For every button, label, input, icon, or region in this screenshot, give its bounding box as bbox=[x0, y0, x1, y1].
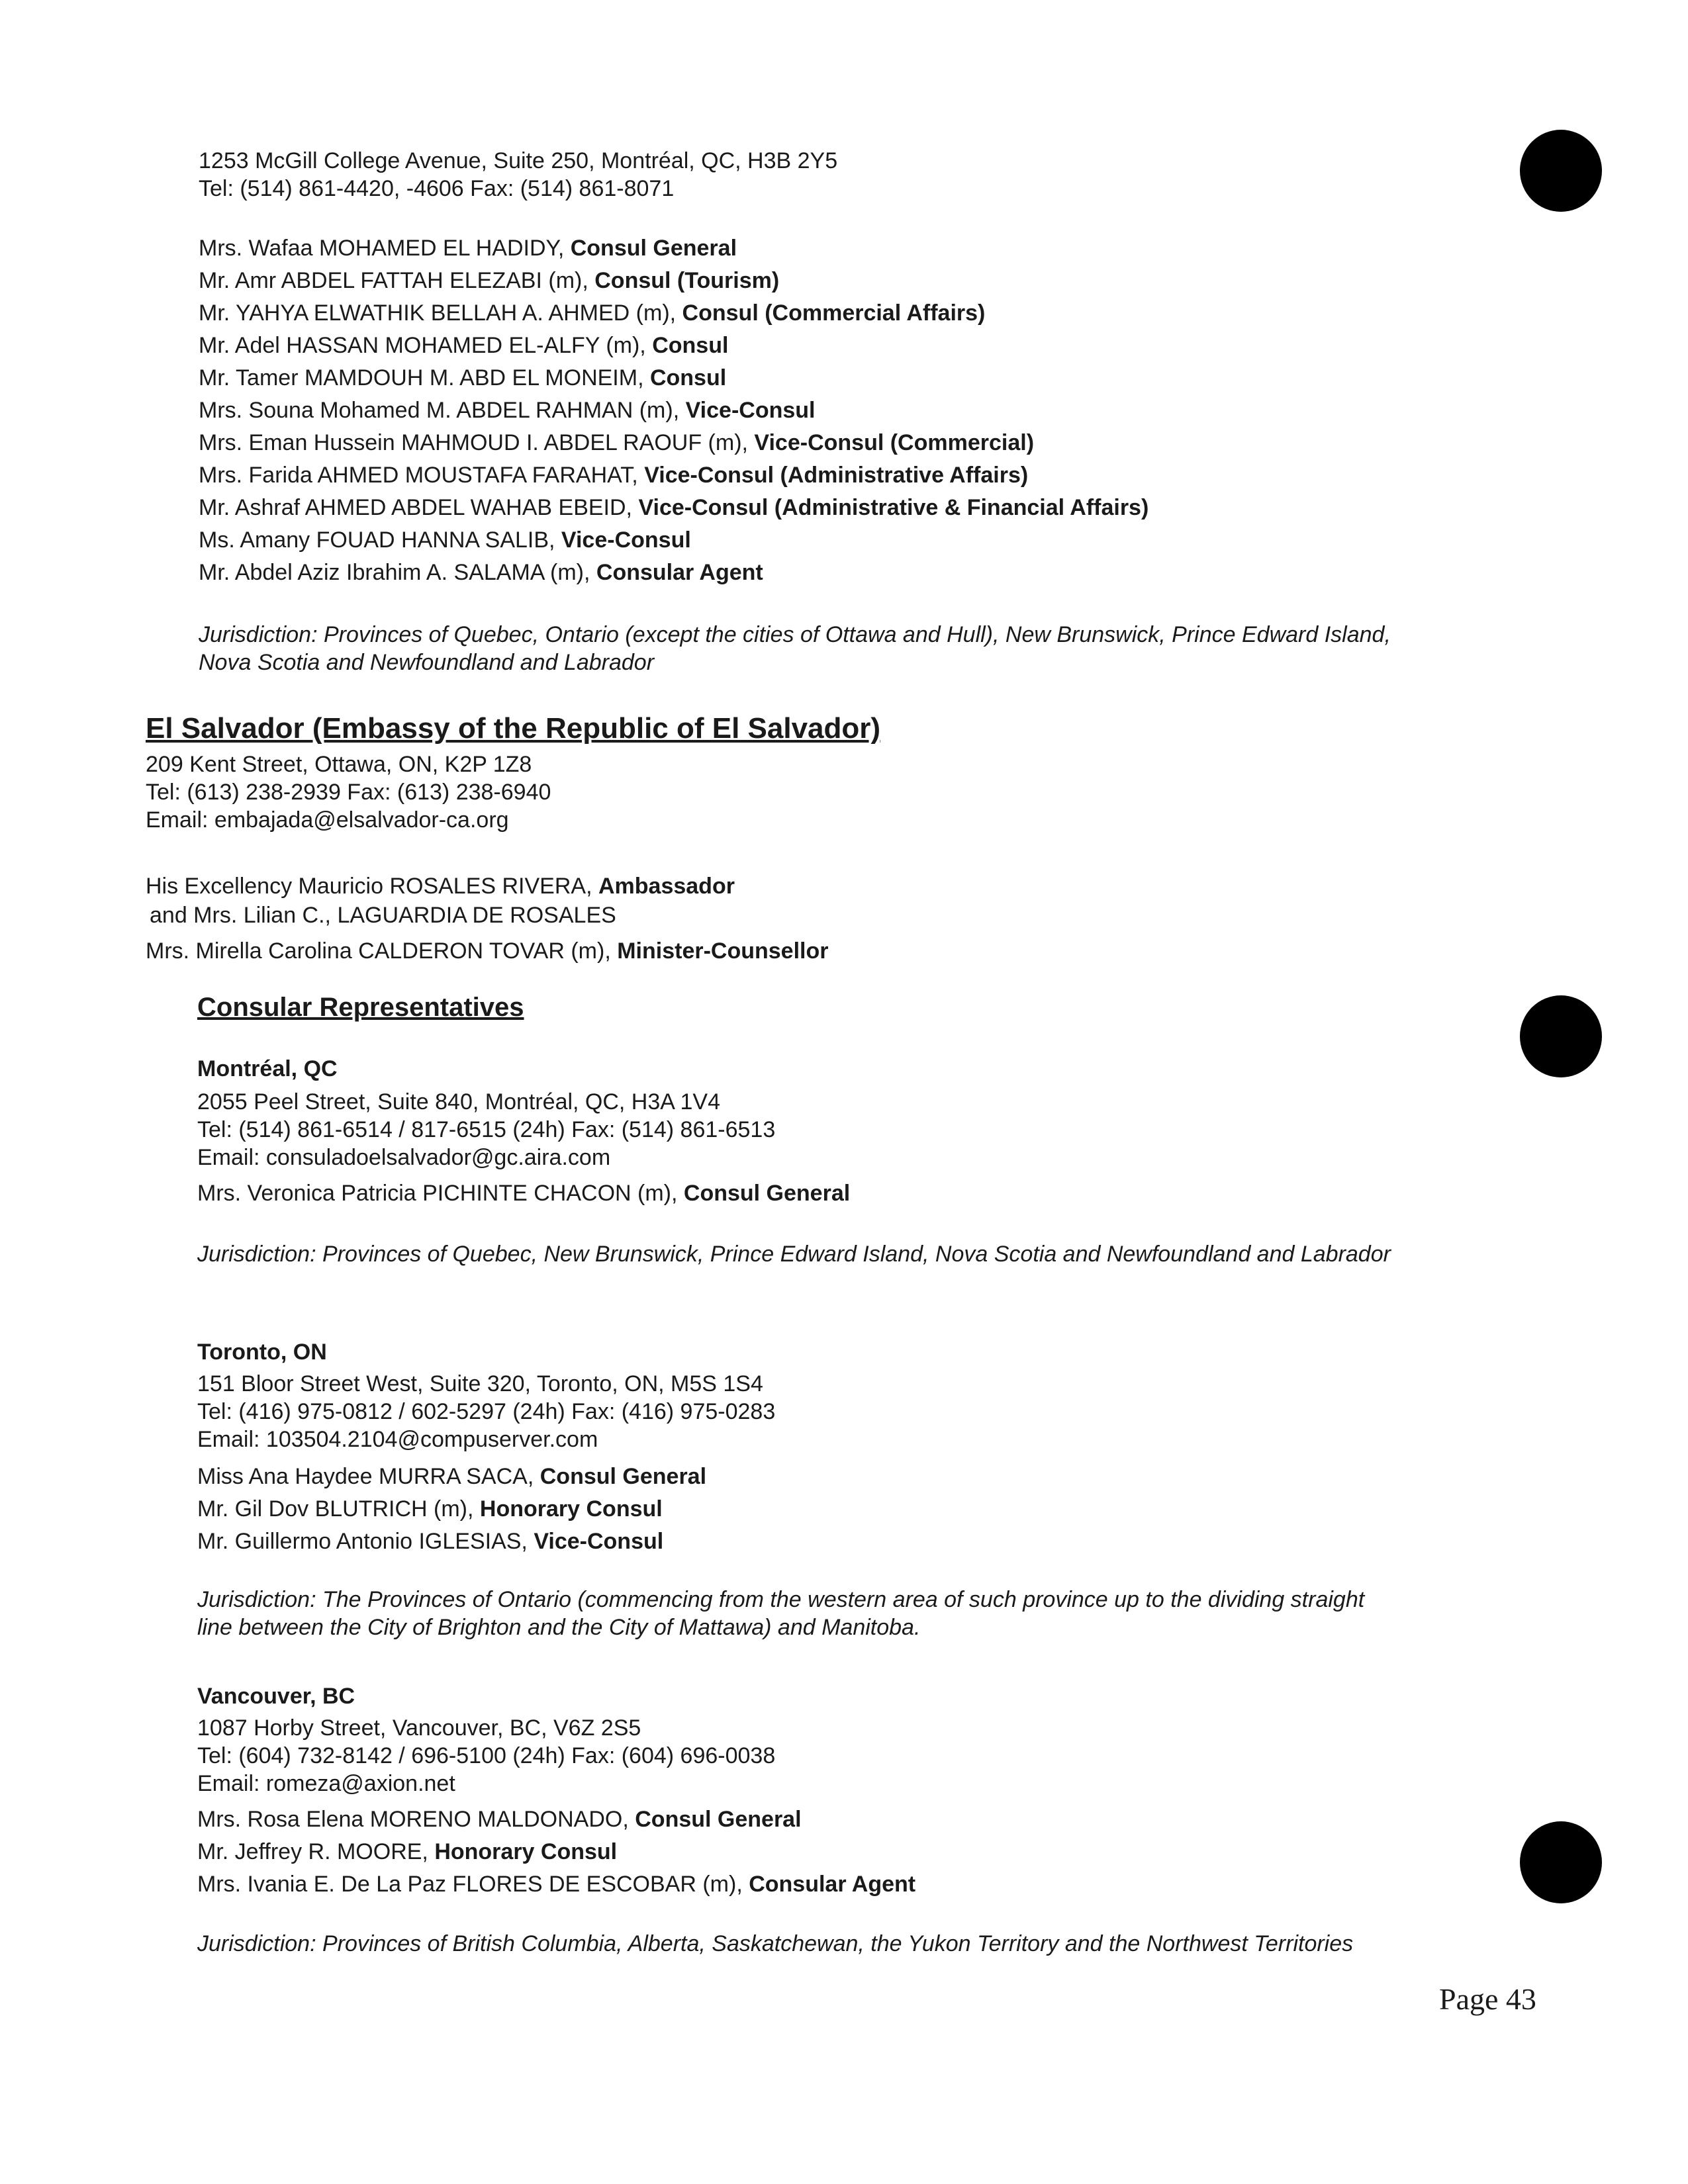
jurisdiction: Jurisdiction: The Provinces of Ontario (commencing from the western area of such province up to the dividing straight bbox=[197, 1587, 1365, 1612]
address: 1253 McGill College Avenue, Suite 250, Montréal, QC, H3B 2Y5 bbox=[199, 148, 838, 173]
city-heading: Vancouver, BC bbox=[197, 1684, 355, 1709]
staff-entry: Miss Ana Haydee MURRA SACA, Consul General bbox=[197, 1464, 707, 1489]
staff-title: Vice-Consul bbox=[561, 527, 691, 553]
staff-entry: Mr. Tamer MAMDOUH M. ABD EL MONEIM, Consul bbox=[199, 365, 727, 390]
embassy-tel-fax: Tel: (613) 238-2939 Fax: (613) 238-6940 bbox=[146, 780, 551, 805]
staff-entry: Mrs. Veronica Patricia PICHINTE CHACON (m), Consul General bbox=[197, 1181, 851, 1206]
staff-title: Consul bbox=[652, 333, 729, 358]
address: 151 Bloor Street West, Suite 320, Toronto, ON, M5S 1S4 bbox=[197, 1371, 763, 1396]
staff-entry: Mr. Abdel Aziz Ibrahim A. SALAMA (m), Consular Agent bbox=[199, 560, 763, 585]
staff-entry: Mr. Adel HASSAN MOHAMED EL-ALFY (m), Consul bbox=[199, 333, 729, 358]
staff-title: Minister-Counsellor bbox=[617, 938, 829, 964]
embassy-heading: El Salvador (Embassy of the Republic of El Salvador) bbox=[146, 712, 881, 745]
embassy-address: 209 Kent Street, Ottawa, ON, K2P 1Z8 bbox=[146, 752, 532, 777]
staff-title: Consular Agent bbox=[749, 1872, 916, 1897]
staff-entry: Mr. Ashraf AHMED ABDEL WAHAB EBEID, Vice-Consul (Administrative & Financial Affairs) bbox=[199, 495, 1149, 520]
staff-title: Vice-Consul (Administrative Affairs) bbox=[644, 463, 1029, 488]
ambassador-spouse: and Mrs. Lilian C., LAGUARDIA DE ROSALES bbox=[150, 903, 616, 928]
staff-entry: Mr. Jeffrey R. MOORE, Honorary Consul bbox=[197, 1839, 618, 1864]
tel-fax: Tel: (604) 732-8142 / 696-5100 (24h) Fax: (604) 696-0038 bbox=[197, 1743, 776, 1768]
staff-entry: Mr. Amr ABDEL FATTAH ELEZABI (m), Consul (Tourism) bbox=[199, 268, 780, 293]
city-heading: Toronto, ON bbox=[197, 1340, 327, 1365]
staff-title: Vice-Consul (Administrative & Financial Affairs) bbox=[638, 495, 1149, 520]
address: 1087 Horby Street, Vancouver, BC, V6Z 2S5 bbox=[197, 1715, 641, 1741]
tel-fax: Tel: (416) 975-0812 / 602-5297 (24h) Fax: (416) 975-0283 bbox=[197, 1399, 776, 1424]
email: Email: consuladoelsalvador@gc.aira.com bbox=[197, 1145, 611, 1170]
punch-hole-bottom bbox=[1520, 1821, 1602, 1903]
tel-fax: Tel: (514) 861-4420, -4606 Fax: (514) 861-8071 bbox=[199, 176, 675, 201]
jurisdiction: Jurisdiction: Provinces of Quebec, Ontario (except the cities of Ottawa and Hull), New Brunswick, Prince Edward Island, bbox=[199, 622, 1391, 647]
embassy-email: Email: embajada@elsalvador-ca.org bbox=[146, 807, 509, 833]
staff-title: Consular Agent bbox=[596, 560, 763, 585]
punch-hole-middle bbox=[1520, 995, 1602, 1077]
staff-title: Ambassador bbox=[598, 874, 735, 899]
staff-entry: Mrs. Ivania E. De La Paz FLORES DE ESCOBAR (m), Consular Agent bbox=[197, 1872, 916, 1897]
staff-entry: Mr. Gil Dov BLUTRICH (m), Honorary Consul bbox=[197, 1496, 663, 1522]
staff-title: Vice-Consul (Commercial) bbox=[754, 430, 1035, 455]
staff-title: Vice-Consul bbox=[534, 1529, 664, 1554]
ambassador-entry: His Excellency Mauricio ROSALES RIVERA, Ambassador bbox=[146, 874, 735, 899]
staff-entry: Mr. Guillermo Antonio IGLESIAS, Vice-Consul bbox=[197, 1529, 664, 1554]
jurisdiction: Jurisdiction: Provinces of British Columbia, Alberta, Saskatchewan, the Yukon Territory and the Northwest Territories bbox=[197, 1931, 1354, 1956]
staff-title: Consul (Commercial Affairs) bbox=[682, 300, 986, 326]
staff-entry: Mrs. Rosa Elena MORENO MALDONADO, Consul General bbox=[197, 1807, 802, 1832]
tel-fax: Tel: (514) 861-6514 / 817-6515 (24h) Fax: (514) 861-6513 bbox=[197, 1117, 776, 1142]
staff-title: Consul bbox=[649, 365, 727, 390]
staff-entry: Ms. Amany FOUAD HANNA SALIB, Vice-Consul bbox=[199, 527, 691, 553]
staff-entry: Mr. YAHYA ELWATHIK BELLAH A. AHMED (m), Consul (Commercial Affairs) bbox=[199, 300, 986, 326]
staff-title: Vice-Consul bbox=[685, 398, 816, 423]
email: Email: romeza@axion.net bbox=[197, 1771, 455, 1796]
city-heading: Montréal, QC bbox=[197, 1056, 338, 1081]
staff-title: Consul (Tourism) bbox=[594, 268, 780, 293]
staff-title: Consul General bbox=[539, 1464, 707, 1489]
staff-title: Consul General bbox=[683, 1181, 851, 1206]
punch-hole-top bbox=[1520, 130, 1602, 212]
staff-title: Honorary Consul bbox=[479, 1496, 663, 1522]
staff-entry: Mrs. Souna Mohamed M. ABDEL RAHMAN (m), Vice-Consul bbox=[199, 398, 816, 423]
jurisdiction: Jurisdiction: Provinces of Quebec, New Brunswick, Prince Edward Island, Nova Scotia and Newfoundland and Labrador bbox=[197, 1242, 1391, 1267]
staff-title: Consul General bbox=[635, 1807, 802, 1832]
jurisdiction: line between the City of Brighton and the City of Mattawa) and Manitoba. bbox=[197, 1615, 921, 1640]
address: 2055 Peel Street, Suite 840, Montréal, QC, H3A 1V4 bbox=[197, 1089, 721, 1115]
email: Email: 103504.2104@compuserver.com bbox=[197, 1427, 598, 1452]
staff-title: Consul General bbox=[570, 236, 737, 261]
minister-entry: Mrs. Mirella Carolina CALDERON TOVAR (m), Minister-Counsellor bbox=[146, 938, 829, 964]
consular-heading: Consular Representatives bbox=[197, 993, 524, 1022]
staff-entry: Mrs. Eman Hussein MAHMOUD I. ABDEL RAOUF (m), Vice-Consul (Commercial) bbox=[199, 430, 1035, 455]
jurisdiction: Nova Scotia and Newfoundland and Labrador bbox=[199, 650, 655, 675]
staff-entry: Mrs. Farida AHMED MOUSTAFA FARAHAT, Vice-Consul (Administrative Affairs) bbox=[199, 463, 1029, 488]
staff-entry: Mrs. Wafaa MOHAMED EL HADIDY, Consul General bbox=[199, 236, 737, 261]
page-number: Page 43 bbox=[1439, 1982, 1536, 2016]
staff-title: Honorary Consul bbox=[434, 1839, 618, 1864]
